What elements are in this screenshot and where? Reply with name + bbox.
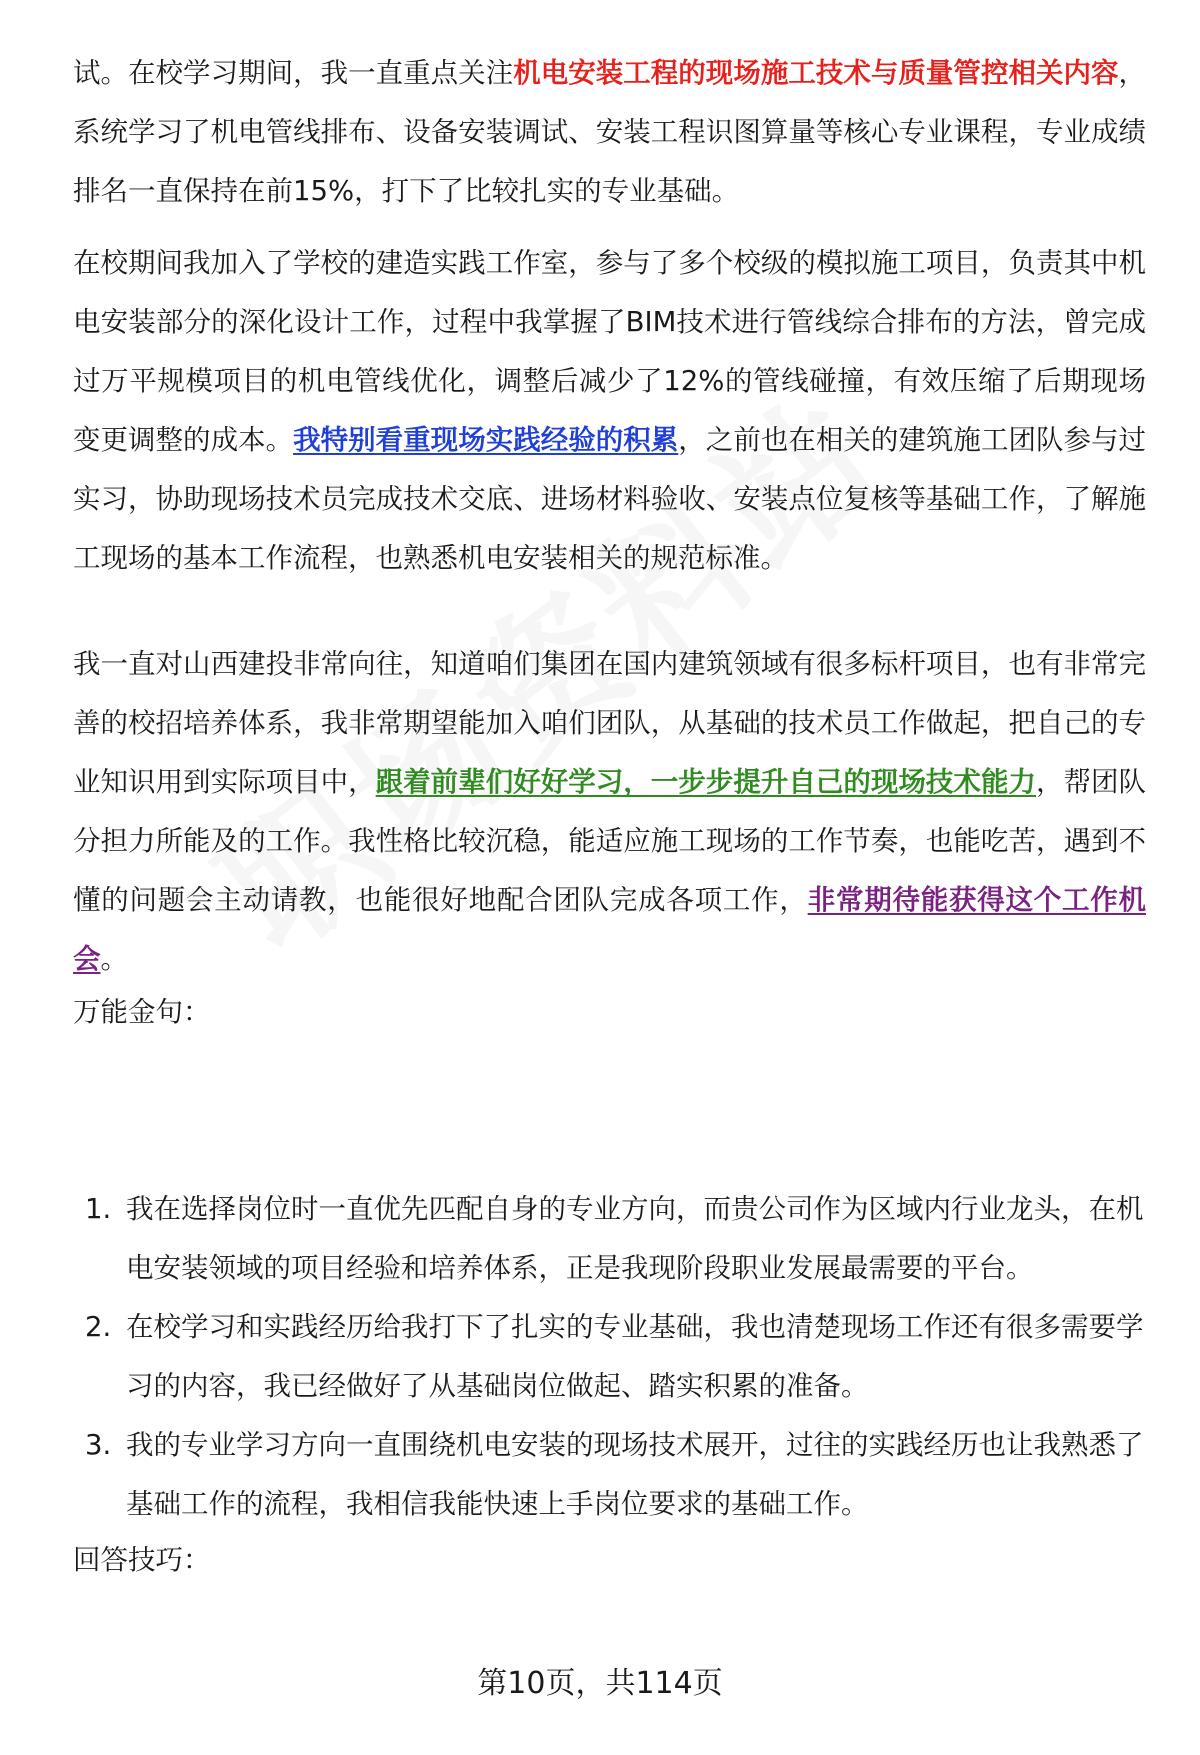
golden-list	[73, 1180, 1146, 1534]
list-item	[73, 1298, 1146, 1416]
paragraph-text: 。	[100, 943, 128, 975]
list-number: 3.	[85, 1429, 112, 1461]
list-text: 我在选择岗位时一直优先匹配自身的专业方向，而贵公司作为区域内行业龙头，在机电安装领域的项目经验和培养体系，正是我现阶段职业发展最需要的平台。	[126, 1193, 1144, 1284]
paragraph-text: ，之前也在相关的建筑施工团队参与过实习，协助现场技术员完成技术交底、进场材料验收、安装点位复核等基础工作，了解施工现场的基本工作流程，也熟悉机电安装相关的规范标准。	[73, 424, 1147, 574]
paragraph-study	[73, 44, 1146, 221]
list-number: 1.	[85, 1193, 112, 1225]
paragraph-practice	[73, 234, 1146, 588]
list-number: 2.	[85, 1311, 112, 1343]
list-item	[73, 1416, 1146, 1534]
highlight-red: 机电安装工程的现场施工技术与质量管控相关内容	[513, 57, 1119, 89]
highlight-blue: 我特别看重现场实践经验的积累	[293, 424, 679, 456]
page-footer: 第10页，共114页	[477, 1666, 723, 1701]
highlight-purple: 非常期待能获得这个工作机会	[73, 884, 1147, 975]
list-text: 我的专业学习方向一直围绕机电安装的现场技术展开，过往的实践经历也让我熟悉了基础工作的流程，我相信我能快速上手岗位要求的基础工作。	[126, 1429, 1144, 1520]
paragraph-text: 试。在校学习期间，我一直重点关注	[73, 57, 514, 89]
list-text: 在校学习和实践经历给我打下了扎实的专业基础，我也清楚现场工作还有很多需要学习的内容，我已经做好了从基础岗位做起、踏实积累的准备。	[126, 1311, 1144, 1402]
tips-heading: 回答技巧：	[73, 1544, 211, 1576]
list-item	[73, 1180, 1146, 1298]
paragraph-text: ，系统学习了机电管线排布、设备安装调试、安装工程识图算量等核心专业课程，专业成绩排名一直保持在前15%，打下了比较扎实的专业基础。	[73, 57, 1147, 207]
paragraph-motivation	[73, 635, 1146, 989]
highlight-green: 跟着前辈们好好学习，一步步提升自己的现场技术能力	[375, 766, 1036, 798]
golden-heading: 万能金句：	[73, 996, 211, 1028]
paragraph-text: 我一直对山西建投非常向往，知道咱们集团在国内建筑领域有很多标杆项目，也有非常完善的校招培养体系，我非常期望能加入咱们团队，从基础的技术员工作做起，把自己的专业知识用到实际项目中，	[73, 648, 1146, 798]
paragraph-text: ，帮团队分担力所能及的工作。我性格比较沉稳，能适应施工现场的工作节奏，也能吃苦，遇到不懂的问题会主动请教，也能很好地配合团队完成各项工作，	[73, 766, 1147, 916]
paragraph-text: 在校期间我加入了学校的建造实践工作室，参与了多个校级的模拟施工项目，负责其中机电安装部分的深化设计工作，过程中我掌握了BIM技术进行管线综合排布的方法，曾完成过万平规模项目的机电管线优化，调整后减少了12%的管线碰撞，有效压缩了后期现场变更调整的成本。	[73, 247, 1146, 456]
